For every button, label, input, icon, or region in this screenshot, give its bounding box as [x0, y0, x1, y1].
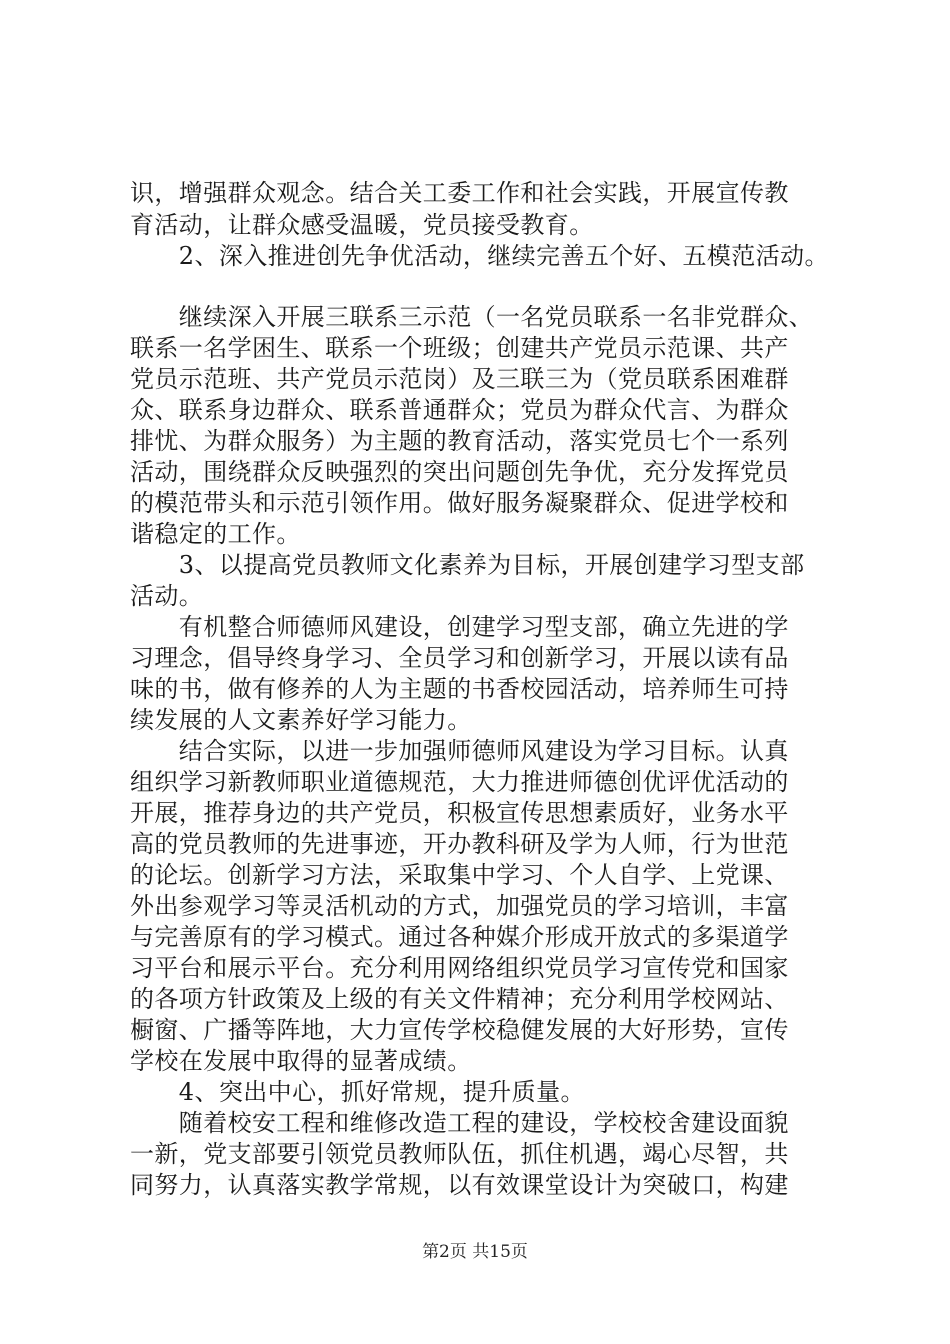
page-number-footer: 第2页 共15页 [422, 1242, 528, 1262]
text-line: 联系一名学困生、联系一个班级；创建共产党员示范课、共产 [130, 334, 789, 362]
text-line: 习理念，倡导终身学习、全员学习和创新学习，开展以读有品 [130, 644, 789, 672]
text-line: 育活动，让群众感受温暖，党员接受教育。 [130, 211, 594, 239]
text-line: 味的书，做有修养的人为主题的书香校园活动，培养师生可持 [130, 675, 789, 703]
section-heading: 活动。 [130, 582, 204, 610]
text-line: 续发展的人文素养好学习能力。 [130, 706, 472, 734]
text-line: 结合实际，以进一步加强师德师风建设为学习目标。认真 [130, 737, 789, 765]
text-line: 众、联系身边群众、联系普通群众；党员为群众代言、为群众 [130, 396, 789, 424]
text-line: 与完善原有的学习模式。通过各种媒介形成开放式的多渠道学 [130, 923, 789, 951]
text-line: 谐稳定的工作。 [130, 520, 301, 548]
section-heading: 2、深入推进创先争优活动，继续完善五个好、五模范活动。 [130, 242, 829, 270]
text-line: 同努力，认真落实教学常规，以有效课堂设计为突破口，构建 [130, 1171, 789, 1199]
text-line: 高的党员教师的先进事迹，开办教科研及学为人师，行为世范 [130, 830, 789, 858]
section-heading: 4、突出中心，抓好常规，提升质量。 [130, 1078, 585, 1106]
text-line: 有机整合师德师风建设，创建学习型支部，确立先进的学 [130, 613, 789, 641]
text-line: 外出参观学习等灵活机动的方式，加强党员的学习培训，丰富 [130, 892, 789, 920]
text-line: 组织学习新教师职业道德规范，大力推进师德创优评优活动的 [130, 768, 789, 796]
text-line: 的各项方针政策及上级的有关文件精神；充分利用学校网站、 [130, 985, 789, 1013]
section-heading: 3、以提高党员教师文化素养为目标，开展创建学习型支部 [130, 551, 805, 579]
text-line: 继续深入开展三联系三示范（一名党员联系一名非党群众、 [130, 303, 814, 331]
text-line: 的模范带头和示范引领作用。做好服务凝聚群众、促进学校和 [130, 489, 789, 517]
text-line: 随着校安工程和维修改造工程的建设，学校校舍建设面貌 [130, 1109, 789, 1137]
text-line: 的论坛。创新学习方法，采取集中学习、个人自学、上党课、 [130, 861, 789, 889]
text-line: 活动，围绕群众反映强烈的突出问题创先争优，充分发挥党员 [130, 458, 789, 486]
text-line: 开展，推荐身边的共产党员，积极宣传思想素质好，业务水平 [130, 799, 789, 827]
text-line: 党员示范班、共产党员示范岗）及三联三为（党员联系困难群 [130, 365, 789, 393]
text-line: 识，增强群众观念。结合关工委工作和社会实践，开展宣传教 [130, 179, 789, 207]
text-line: 排忧、为群众服务）为主题的教育活动，落实党员七个一系列 [130, 427, 789, 455]
text-line: 学校在发展中取得的显著成绩。 [130, 1047, 472, 1075]
text-line: 一新，党支部要引领党员教师队伍，抓住机遇，竭心尽智，共 [130, 1140, 789, 1168]
text-line: 橱窗、广播等阵地，大力宣传学校稳健发展的大好形势，宣传 [130, 1016, 789, 1044]
text-line: 习平台和展示平台。充分利用网络组织党员学习宣传党和国家 [130, 954, 789, 982]
